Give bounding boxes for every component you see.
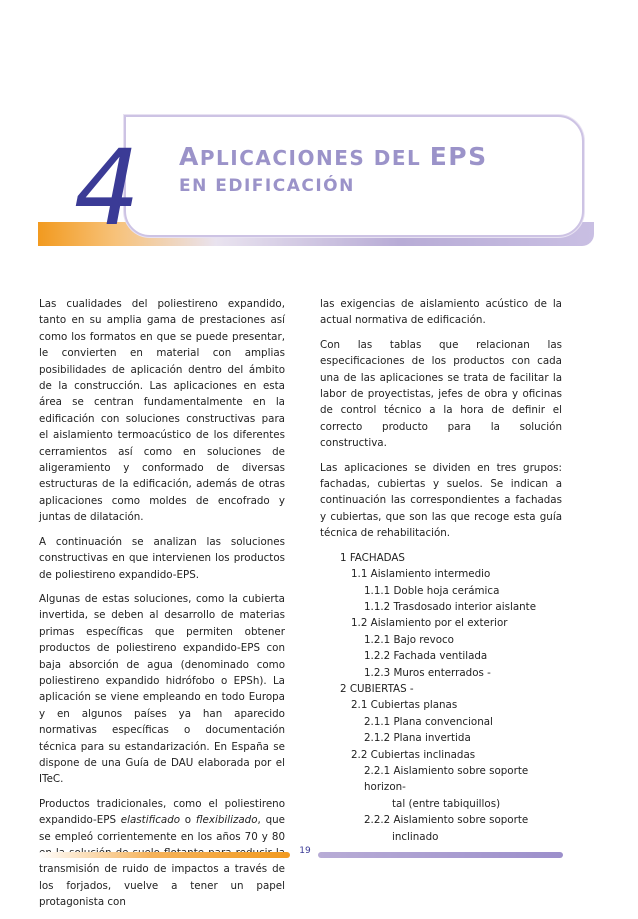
paragraph: Con las tablas que relacionan las especificaciones de los productos con cada una de las aplicaciones se trata de facilitar la labor de proyectistas, jefes de obra y oficinas de control técnico a la hora de definir el correcto producto para la solución constructiva.: [320, 338, 562, 450]
list-item: 2 CUBIERTAS -: [340, 682, 414, 695]
chapter-title-rest: PLICACIONES DEL: [199, 146, 430, 170]
list-item: 2.2 Cubiertas inclinadas: [351, 748, 476, 761]
chapter-title-line-1: [179, 143, 559, 172]
paragraph: Las cualidades del poliestireno expandido, tanto en su amplia gama de prestaciones así como los formatos en que se puede presentar, le convierten en material con amplias posibilidades de aplicación dentro del ámbito de la construcción. Las aplicaciones en esta área se centran fundamentalmente en la edificación con soluciones constructivas para el aislamiento termoacústico de los diferentes cerramientos así como en soluciones de aligeramiento y conformado de diversas estructuras de la edificación, además de otras aplicaciones como moldes de encofrado y juntas de dilatación.: [39, 298, 285, 524]
left-column: [39, 296, 285, 919]
list-item-text: 2.2.1 Aislamiento sobre soporte horizon-: [364, 764, 529, 794]
paragraph: A continuación se analizan las soluciones constructivas en que intervienen los productos de poliestireno expandido-EPS.: [39, 535, 285, 581]
list-item: 1.1.1 Doble hoja cerámica: [364, 584, 500, 597]
chapter-title-initial: A: [179, 142, 200, 171]
list-item: 1.2.3 Muros enterrados -: [364, 666, 491, 679]
list-item: 2.1 Cubiertas planas: [351, 699, 458, 712]
list-item: [320, 812, 562, 845]
list-item: 1.2.2 Fachada ventilada: [364, 650, 488, 663]
chapter-number: 4: [73, 127, 141, 249]
applications-list: [320, 550, 562, 845]
footer-orange-bar: [38, 852, 290, 858]
list-item: 1.2 Aislamiento por el exterior: [351, 617, 508, 630]
emphasis-text: flexibilizado: [195, 814, 258, 827]
list-item-continuation: tal (entre tabiquillos): [392, 797, 501, 810]
list-item: 2.1.2 Plana invertida: [364, 732, 471, 745]
list-item-text: 2.2.2 Aislamiento sobre soporte: [364, 814, 529, 827]
emphasis-text: elastificado: [120, 814, 181, 827]
paragraph: Algunas de estas soluciones, como la cubierta invertida, se deben al desarrollo de materias primas específicas que permiten obtener productos de poliestireno expandido-EPS con baja absorción de agua (denominado como poliestireno expandido hidrófobo o EPSh). La aplicación se viene empleando en todo Europa y en algunos países ya han aparecido normativas específicas o documentación técnica para su estandarización. En España se dispone de una Guía de DAU elaborada por el ITeC.: [39, 592, 285, 786]
list-item: 1.2.1 Bajo revoco: [364, 633, 454, 646]
list-item: 2.1.1 Plana convencional: [364, 715, 493, 728]
right-column: [320, 296, 562, 845]
list-item: 1.1 Aislamiento intermedio: [351, 568, 491, 581]
text-span: Productos tradicionales, como el poliestireno expandido-EPS: [39, 797, 285, 827]
chapter-title-eps: EPS: [429, 142, 488, 171]
chapter-title: [179, 143, 559, 200]
page-number: 19: [299, 846, 311, 856]
list-item: [320, 763, 562, 812]
footer-purple-bar: [318, 852, 563, 858]
text-span: o: [180, 814, 196, 827]
text-span: , que se empleó corrientemente en los años 70 y 80 transmisión de ruido de impactos a través de los forjados, vuelve a tener un papel protagonista con: [39, 814, 285, 909]
list-item-continuation: inclinado: [392, 830, 439, 843]
list-item: 1.1.2 Trasdosado interior aislante: [364, 600, 537, 613]
paragraph: Las aplicaciones se dividen en tres grupos: fachadas, cubiertas y suelos. Se indican a continuación las correspondientes a fachadas y cubiertas, que son las que recoge esta guía técnica de rehabilitación.: [320, 461, 562, 540]
chapter-title-line-2: EN EDIFICACIÓN: [179, 176, 355, 196]
paragraph: las exigencias de aislamiento acústico de la actual normativa de edificación.: [320, 298, 562, 327]
list-item: 1 FACHADAS: [340, 551, 405, 564]
